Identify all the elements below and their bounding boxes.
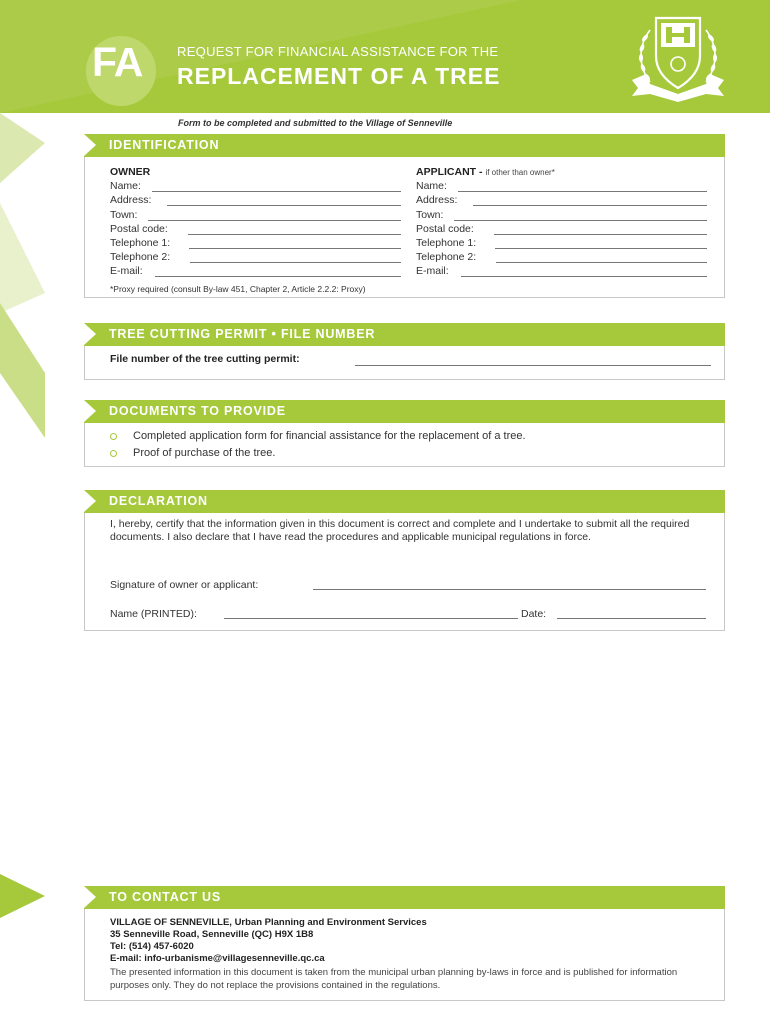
signature-label: Signature of owner or applicant: bbox=[110, 579, 259, 591]
section-header bbox=[84, 886, 725, 909]
declaration-heading: DECLARATION bbox=[109, 494, 208, 508]
identification-section bbox=[84, 134, 725, 298]
contact-organization: VILLAGE OF SENNEVILLE, Urban Planning and Environment Services bbox=[110, 917, 427, 928]
contact-address: 35 Senneville Road, Senneville (QC) H9X 1B8 bbox=[110, 929, 314, 940]
input-line[interactable] bbox=[454, 220, 707, 221]
applicant-telephone2-field[interactable] bbox=[416, 251, 707, 265]
field-label: Name: bbox=[416, 180, 447, 193]
applicant-address-field[interactable] bbox=[416, 194, 707, 208]
section-header bbox=[84, 323, 725, 346]
checkbox-circle-icon[interactable] bbox=[110, 433, 117, 440]
field-label: Telephone 1: bbox=[416, 236, 477, 249]
contact-heading: TO CONTACT US bbox=[109, 890, 222, 904]
document-item-label: Completed application form for financial assistance for the replacement of a tree. bbox=[133, 430, 526, 442]
disclaimer-note: The presented information in this document is taken from the municipal urban planning by-laws in force and is published for information purposes only. They do not replace the provisions contained in the regulations. bbox=[110, 967, 678, 991]
input-line[interactable] bbox=[496, 262, 707, 263]
input-line[interactable] bbox=[167, 205, 401, 206]
declaration-section bbox=[84, 490, 725, 631]
field-label: E-mail: bbox=[416, 265, 449, 278]
applicant-postal-code-field[interactable] bbox=[416, 223, 707, 237]
field-label: Telephone 1: bbox=[110, 236, 171, 249]
owner-name-field[interactable] bbox=[110, 180, 401, 194]
permit-file-number-label: File number of the tree cutting permit: bbox=[110, 353, 300, 365]
header-subtitle: REQUEST FOR FINANCIAL ASSISTANCE FOR THE bbox=[177, 44, 499, 59]
field-label: Postal code: bbox=[416, 222, 474, 235]
declaration-text: I, hereby, certify that the information given in this document is correct and complete and I undertake to submit all the required documents. I also declare that I have read the procedures and applicable municipal regulations in force. bbox=[110, 518, 690, 543]
field-label: Postal code: bbox=[110, 222, 168, 235]
input-line[interactable] bbox=[458, 191, 707, 192]
form-intro-text: Form to be completed and submitted to the Village of Senneville bbox=[178, 118, 453, 128]
name-printed-input[interactable] bbox=[224, 618, 518, 619]
permit-heading: TREE CUTTING PERMIT • FILE NUMBER bbox=[109, 327, 376, 341]
owner-town-field[interactable] bbox=[110, 209, 401, 223]
applicant-town-field[interactable] bbox=[416, 209, 707, 223]
owner-telephone2-field[interactable] bbox=[110, 251, 401, 265]
input-line[interactable] bbox=[189, 248, 401, 249]
input-line[interactable] bbox=[148, 220, 401, 221]
applicant-title-text: APPLICANT bbox=[416, 166, 477, 178]
field-label: Name: bbox=[110, 180, 141, 193]
documents-heading: DOCUMENTS TO PROVIDE bbox=[109, 404, 286, 418]
left-bottom-decoration bbox=[0, 874, 45, 918]
permit-section bbox=[84, 323, 725, 380]
applicant-note: if other than owner* bbox=[485, 168, 555, 177]
applicant-email-field[interactable] bbox=[416, 265, 707, 279]
owner-title: OWNER bbox=[110, 166, 151, 178]
contact-phone: Tel: (514) 457-6020 bbox=[110, 941, 194, 952]
documents-section bbox=[84, 400, 725, 467]
input-line[interactable] bbox=[473, 205, 707, 206]
header-band bbox=[0, 0, 770, 113]
name-printed-label: Name (PRINTED): bbox=[110, 608, 197, 620]
field-label: Town: bbox=[110, 208, 138, 221]
contact-email[interactable]: E-mail: info-urbanisme@villagesenneville.qc.ca bbox=[110, 953, 325, 964]
input-line[interactable] bbox=[495, 248, 707, 249]
field-label: Telephone 2: bbox=[110, 251, 171, 264]
applicant-name-field[interactable] bbox=[416, 180, 707, 194]
input-line[interactable] bbox=[190, 262, 401, 263]
input-line[interactable] bbox=[494, 234, 707, 235]
checkbox-circle-icon[interactable] bbox=[110, 450, 117, 457]
owner-postal-code-field[interactable] bbox=[110, 223, 401, 237]
owner-address-field[interactable] bbox=[110, 194, 401, 208]
applicant-title: APPLICANT - if other than owner* bbox=[416, 166, 555, 178]
input-line[interactable] bbox=[461, 276, 707, 277]
signature-input[interactable] bbox=[313, 589, 706, 590]
senneville-crest-logo bbox=[628, 10, 728, 106]
contact-section bbox=[84, 886, 725, 1001]
applicant-column bbox=[416, 166, 707, 280]
permit-file-number-input[interactable] bbox=[355, 365, 711, 366]
owner-email-field[interactable] bbox=[110, 265, 401, 279]
section-header bbox=[84, 134, 725, 157]
input-line[interactable] bbox=[188, 234, 401, 235]
owner-telephone1-field[interactable] bbox=[110, 237, 401, 251]
owner-column bbox=[110, 166, 401, 280]
identification-heading: IDENTIFICATION bbox=[109, 138, 220, 152]
section-header bbox=[84, 490, 725, 513]
applicant-telephone1-field[interactable] bbox=[416, 237, 707, 251]
field-label: E-mail: bbox=[110, 265, 143, 278]
field-label: Address: bbox=[416, 194, 458, 207]
page-title: REPLACEMENT OF A TREE bbox=[177, 63, 501, 89]
date-input[interactable] bbox=[557, 618, 706, 619]
field-label: Address: bbox=[110, 194, 152, 207]
input-line[interactable] bbox=[155, 276, 401, 277]
fa-badge-text: FA bbox=[92, 39, 143, 85]
field-label: Telephone 2: bbox=[416, 251, 477, 264]
input-line[interactable] bbox=[152, 191, 401, 192]
left-decoration bbox=[0, 113, 45, 453]
field-label: Town: bbox=[416, 208, 444, 221]
document-item-label: Proof of purchase of the tree. bbox=[133, 447, 276, 459]
proxy-note: *Proxy required (consult By-law 451, Chapter 2, Article 2.2.2: Proxy) bbox=[110, 284, 366, 294]
section-header bbox=[84, 400, 725, 423]
date-label: Date: bbox=[521, 608, 547, 620]
